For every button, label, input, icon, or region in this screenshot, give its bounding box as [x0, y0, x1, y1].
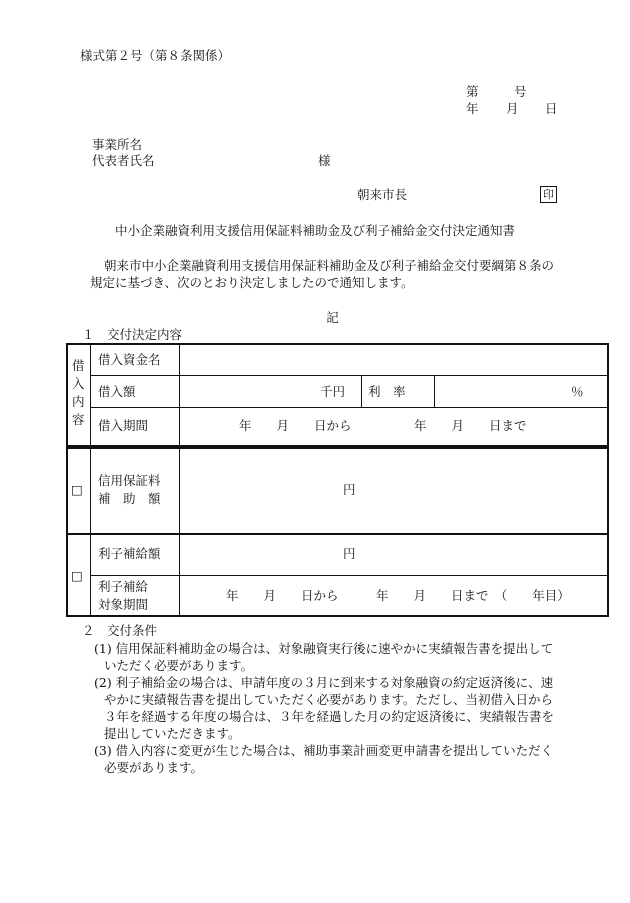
- condition-2-line-3: ３年を経過する年度の場合は、３年を経過した月の約定返済後に、実績報告書を: [104, 709, 555, 724]
- document-title: 中小企業融資利用支援信用保証料補助金及び利子補給金交付決定通知書: [114, 223, 515, 238]
- borrow-group-char: 入: [72, 376, 85, 391]
- date-day: 日: [545, 101, 558, 116]
- mayor-title: 朝来市長: [357, 187, 408, 202]
- honorific: 様: [318, 153, 331, 168]
- row-line-3: [90, 575, 609, 576]
- interest-period-label-line2: 対象期間: [98, 597, 149, 612]
- amount-label: 借入額: [98, 384, 136, 399]
- period-label: 借入期間: [98, 418, 149, 433]
- seal-box: 印: [540, 186, 557, 203]
- date-month: 月: [506, 101, 519, 116]
- guarantee-label-line2: 補 助 額: [98, 491, 161, 506]
- borrow-group-char: 内: [72, 394, 85, 409]
- interest-label: 利子補給額: [98, 546, 161, 561]
- condition-2-line-2: やかに実績報告書を提出していただく必要があります。ただし、当初借入日から: [104, 692, 554, 707]
- interest-unit: 円: [343, 546, 356, 561]
- interest-period-text: 年 月 日から 年 月 日まで （ 年目）: [226, 588, 570, 603]
- condition-1-line-1: (1) 信用保証料補助金の場合は、対象融資実行後に速やかに実績報告書を提出して: [94, 641, 554, 656]
- interest-period-label-line1: 利子補給: [98, 579, 149, 594]
- borrow-group-char: 容: [72, 412, 85, 427]
- borrow-group-char: 借: [72, 358, 85, 373]
- row-line-1: [90, 375, 609, 376]
- guarantee-unit: 円: [343, 482, 356, 497]
- guarantee-checkbox[interactable]: □: [71, 482, 83, 497]
- period-text: 年 月 日から 年 月 日まで: [239, 418, 527, 433]
- representative-label: 代表者氏名: [92, 153, 155, 168]
- condition-2-line-1: (2) 利子補給金の場合は、申請年度の３月に到来する対象融資の約定返済後に、速: [94, 675, 554, 690]
- section2-heading: ２ 交付条件: [82, 623, 158, 638]
- condition-1-line-2: いただく必要があります。: [104, 658, 254, 673]
- doc-number-prefix: 第: [466, 84, 479, 99]
- rate-label: 利 率: [368, 384, 406, 399]
- office-name-label: 事業所名: [92, 137, 143, 152]
- date-year: 年: [466, 101, 479, 116]
- interest-checkbox[interactable]: □: [71, 568, 83, 583]
- row-line-2: [90, 407, 609, 408]
- form-number: 様式第２号（第８条関係）: [80, 48, 231, 63]
- rate-unit: ％: [571, 384, 584, 399]
- decision-table: [66, 343, 609, 617]
- condition-2-line-4: 提出していただきます。: [104, 726, 241, 741]
- fund-name-label: 借入資金名: [98, 352, 161, 367]
- condition-3-line-1: (3) 借入内容に変更が生じた場合は、補助事業計画変更申請書を提出していただく: [94, 743, 554, 758]
- rate-divider-1: [361, 375, 362, 407]
- guarantee-label-line1: 信用保証料: [98, 473, 161, 488]
- intro-line-1: 朝来市中小企業融資利用支援信用保証料補助金及び利子補給金交付要綱第８条の: [104, 258, 555, 273]
- intro-line-2: 規定に基づき、次のとおり決定しましたので通知します。: [90, 275, 414, 290]
- ki-heading: 記: [326, 310, 339, 325]
- section1-heading: １ 交付決定内容: [82, 327, 183, 342]
- amount-unit: 千円: [320, 384, 346, 399]
- condition-3-line-2: 必要があります。: [104, 760, 204, 775]
- rate-divider-2: [434, 375, 435, 407]
- doc-number-suffix: 号: [514, 84, 527, 99]
